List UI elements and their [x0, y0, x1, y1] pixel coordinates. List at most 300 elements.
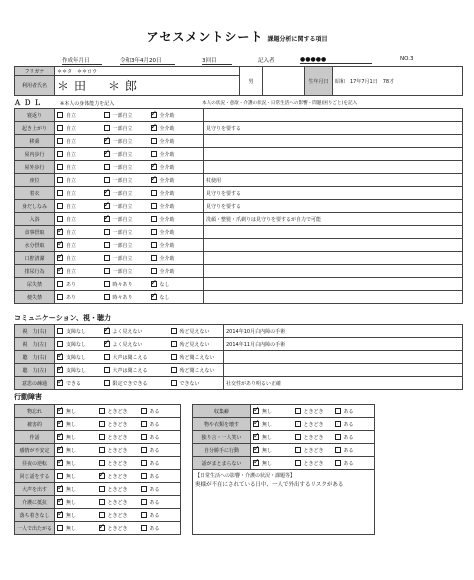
option-label: 無し [66, 512, 77, 519]
option-cell [149, 213, 204, 226]
option-label: あり [66, 294, 77, 301]
checkbox[interactable] [171, 367, 177, 373]
checkbox[interactable] [99, 421, 105, 427]
checkbox[interactable] [104, 190, 110, 196]
checkbox[interactable] [171, 328, 177, 334]
checkbox[interactable] [335, 421, 341, 427]
checkbox[interactable] [151, 164, 157, 170]
checkbox[interactable] [104, 203, 110, 209]
checkbox[interactable] [151, 294, 157, 300]
row-note: 見守りを要する [204, 122, 463, 135]
option-cell [55, 200, 102, 213]
row-label: 物忘れ [15, 405, 55, 418]
option-label: 一部自立 [112, 190, 133, 197]
spacer [181, 444, 193, 457]
checkbox[interactable] [57, 125, 63, 131]
table-row [15, 338, 463, 351]
checkbox[interactable] [57, 473, 63, 479]
checkbox[interactable] [141, 525, 147, 531]
spacer [181, 522, 193, 535]
row-note [204, 239, 463, 252]
checkbox[interactable] [99, 408, 105, 414]
checkbox[interactable] [57, 408, 63, 414]
option-cell [139, 457, 181, 470]
checkbox[interactable] [335, 447, 341, 453]
checkbox[interactable] [151, 190, 157, 196]
option-cell [102, 122, 149, 135]
subtitle-text: 課題分析に関する項目 [267, 36, 328, 43]
option-label: 自立 [66, 112, 77, 119]
option-cell [97, 444, 139, 457]
option-cell [55, 418, 97, 431]
checkbox[interactable] [57, 112, 63, 118]
table-row [15, 418, 463, 431]
option-label: 大声は聞こえる [112, 367, 148, 374]
row-label: 収集癖 [193, 405, 251, 418]
table-row [15, 161, 463, 174]
row-label: 屋外歩行 [15, 161, 55, 174]
row-note [204, 278, 463, 291]
checkbox[interactable] [151, 203, 157, 209]
behavior-table [14, 404, 463, 535]
option-label: 殆ど見えない [179, 328, 210, 335]
row-label: 食事摂取 [15, 226, 55, 239]
option-cell [149, 109, 204, 122]
row-label: 起き上がり [15, 122, 55, 135]
option-label: 無し [262, 447, 273, 454]
table-row [15, 431, 463, 444]
option-cell [333, 431, 375, 444]
option-label: 無し [66, 525, 77, 532]
checkbox[interactable] [335, 408, 341, 414]
option-label: できる [66, 380, 82, 387]
option-cell [139, 483, 181, 496]
option-cell [55, 325, 102, 338]
option-cell [97, 418, 139, 431]
row-note: 社交性があり明るい正確 [224, 377, 463, 390]
checkbox[interactable] [151, 281, 157, 287]
option-cell [251, 457, 293, 470]
checkbox[interactable] [104, 151, 110, 157]
row-note [204, 265, 463, 278]
checkbox[interactable] [104, 255, 110, 261]
checkbox[interactable] [57, 255, 63, 261]
option-cell [102, 174, 149, 187]
option-label: ときどき [107, 460, 128, 467]
option-label: ときどき [303, 460, 324, 467]
checkbox[interactable] [104, 138, 110, 144]
option-cell [333, 405, 375, 418]
checkbox[interactable] [57, 203, 63, 209]
checkbox[interactable] [99, 512, 105, 518]
option-cell [55, 364, 102, 377]
checkbox[interactable] [104, 367, 110, 373]
option-cell [97, 483, 139, 496]
name-label: 利用者氏名 [15, 76, 55, 96]
option-label: 無し [66, 460, 77, 467]
option-cell [55, 496, 97, 509]
checkbox[interactable] [104, 380, 110, 386]
table-row [15, 135, 463, 148]
option-label: 無し [66, 447, 77, 454]
checkbox[interactable] [151, 177, 157, 183]
option-cell [55, 377, 102, 390]
row-label: 尿失禁 [15, 278, 55, 291]
option-label: 全介助 [159, 203, 175, 210]
option-label: 無し [262, 408, 273, 415]
checkbox[interactable] [57, 268, 63, 274]
option-label: 無し [66, 408, 77, 415]
date-label: 作成年月日 [62, 56, 102, 65]
table-row [15, 252, 463, 265]
option-cell [55, 338, 102, 351]
row-label: 意思の疎通 [15, 377, 55, 390]
adl-table [14, 108, 463, 304]
option-cell [102, 265, 149, 278]
option-cell [293, 418, 333, 431]
option-label: 全介助 [159, 138, 175, 145]
checkbox[interactable] [295, 434, 301, 440]
checkbox[interactable] [99, 499, 105, 505]
option-label: ある [149, 447, 160, 454]
option-cell [149, 239, 204, 252]
option-label: 自立 [66, 138, 77, 145]
option-cell [169, 338, 224, 351]
option-label: ときどき [107, 421, 128, 428]
checkbox[interactable] [104, 354, 110, 360]
checkbox[interactable] [151, 138, 157, 144]
option-label: 支障なし [66, 328, 87, 335]
option-cell [149, 278, 204, 291]
option-label: ときどき [107, 447, 128, 454]
option-label: 一部自立 [112, 255, 133, 262]
table-row [15, 444, 463, 457]
table-row [15, 405, 463, 418]
spacer [181, 457, 193, 470]
option-label: ときどき [303, 447, 324, 454]
checkbox[interactable] [104, 294, 110, 300]
option-label: 時々あり [112, 281, 133, 288]
option-cell [169, 377, 224, 390]
option-label: 一部自立 [112, 203, 133, 210]
table-row [15, 213, 463, 226]
checkbox[interactable] [151, 216, 157, 222]
option-label: 自立 [66, 268, 77, 275]
checkbox[interactable] [104, 242, 110, 248]
gender-value: 男 [240, 67, 263, 96]
checkbox[interactable] [335, 434, 341, 440]
checkbox[interactable] [151, 268, 157, 274]
option-label: ときどき [107, 525, 128, 532]
option-cell [102, 377, 169, 390]
option-label: 自立 [66, 216, 77, 223]
checkbox[interactable] [57, 512, 63, 518]
option-cell [169, 351, 224, 364]
row-label: 介護に抵抗 [15, 496, 55, 509]
option-label: 自立 [66, 229, 77, 236]
checkbox[interactable] [104, 268, 110, 274]
option-label: 無し [66, 499, 77, 506]
checkbox[interactable] [57, 294, 63, 300]
option-cell [169, 364, 224, 377]
row-note [224, 364, 463, 377]
checkbox[interactable] [104, 112, 110, 118]
checkbox[interactable] [141, 434, 147, 440]
option-label: なし [159, 281, 170, 288]
checkbox[interactable] [104, 177, 110, 183]
checkbox[interactable] [57, 281, 63, 287]
table-row [15, 148, 463, 161]
option-label: ある [149, 486, 160, 493]
checkbox[interactable] [99, 486, 105, 492]
row-note [204, 226, 463, 239]
table-row [15, 351, 463, 364]
row-label: 座位 [15, 174, 55, 187]
option-label: 自立 [66, 190, 77, 197]
checkbox[interactable] [295, 460, 301, 466]
option-cell [55, 265, 102, 278]
checkbox[interactable] [57, 354, 63, 360]
checkbox[interactable] [171, 380, 177, 386]
option-cell [97, 522, 139, 535]
option-cell [102, 187, 149, 200]
option-label: 全介助 [159, 268, 175, 275]
checkbox[interactable] [141, 460, 147, 466]
checkbox[interactable] [57, 138, 63, 144]
date-value: 令和3年4月20日 [120, 56, 175, 65]
adl-right-note: 本人の状況・意欲・介護の状況・日常生活への影響・問題(困りごと)を記入 [202, 101, 358, 106]
row-label: 自分勝手に行動 [193, 444, 251, 457]
option-label: 全介助 [159, 190, 175, 197]
option-label: 自立 [66, 151, 77, 158]
checkbox[interactable] [57, 460, 63, 466]
option-cell [293, 444, 333, 457]
comm-heading: コミュニケーション、視・聴力 [14, 314, 112, 322]
checkbox[interactable] [104, 125, 110, 131]
option-cell [97, 405, 139, 418]
option-label: 全介助 [159, 112, 175, 119]
checkbox[interactable] [57, 151, 63, 157]
checkbox[interactable] [57, 164, 63, 170]
checkbox[interactable] [104, 229, 110, 235]
checkbox[interactable] [57, 328, 63, 334]
option-cell [102, 239, 149, 252]
gender-spacer [263, 67, 305, 96]
checkbox[interactable] [151, 229, 157, 235]
checkbox[interactable] [151, 242, 157, 248]
checkbox[interactable] [141, 408, 147, 414]
checkbox[interactable] [171, 354, 177, 360]
checkbox[interactable] [57, 367, 63, 373]
option-label: 全介助 [159, 255, 175, 262]
row-note [204, 148, 463, 161]
checkbox[interactable] [253, 408, 259, 414]
option-cell [149, 174, 204, 187]
checkbox[interactable] [253, 447, 259, 453]
title-text: アセスメントシート [146, 30, 264, 44]
option-label: ときどき [107, 408, 128, 415]
checkbox[interactable] [57, 242, 63, 248]
checkbox[interactable] [141, 499, 147, 505]
option-label: 支障なし [66, 367, 87, 374]
recorder-label: 記入者 [258, 58, 275, 64]
option-label: 一部自立 [112, 125, 133, 132]
checkbox[interactable] [151, 151, 157, 157]
checkbox[interactable] [99, 447, 105, 453]
option-label: 時々あり [112, 294, 133, 301]
checkbox[interactable] [141, 421, 147, 427]
row-label: 作話 [15, 431, 55, 444]
count-value: 3回目 [202, 56, 232, 65]
option-label: 限定できできる [112, 380, 148, 387]
row-label: 排尿行為 [15, 265, 55, 278]
checkbox[interactable] [57, 499, 63, 505]
checkbox[interactable] [104, 281, 110, 287]
checkbox[interactable] [99, 473, 105, 479]
spacer [181, 431, 193, 444]
option-cell [55, 457, 97, 470]
option-label: 一部自立 [112, 164, 133, 171]
option-label: ときどき [303, 421, 324, 428]
checkbox[interactable] [99, 434, 105, 440]
option-label: ときどき [303, 408, 324, 415]
row-note: 洗顔・整髪・爪剃りは見守りを要するが自力で可能 [204, 213, 463, 226]
option-label: ときどき [303, 434, 324, 441]
option-cell [139, 470, 181, 483]
table-row [15, 226, 463, 239]
option-cell [333, 444, 375, 457]
checkbox[interactable] [104, 341, 110, 347]
option-label: よく見えない [112, 328, 143, 335]
checkbox[interactable] [295, 408, 301, 414]
option-cell [97, 470, 139, 483]
checkbox[interactable] [171, 341, 177, 347]
option-label: ある [149, 512, 160, 519]
checkbox[interactable] [141, 486, 147, 492]
checkbox[interactable] [57, 216, 63, 222]
option-cell [97, 457, 139, 470]
option-cell [55, 444, 97, 457]
checkbox[interactable] [57, 447, 63, 453]
checkbox[interactable] [253, 434, 259, 440]
checkbox[interactable] [57, 421, 63, 427]
option-label: ときどき [107, 499, 128, 506]
option-cell [139, 522, 181, 535]
row-label: 感情が不安定 [15, 444, 55, 457]
checkbox[interactable] [141, 447, 147, 453]
checkbox[interactable] [295, 447, 301, 453]
birth-value: 昭和 17年7月1日 78才 [333, 67, 463, 96]
option-cell [55, 135, 102, 148]
option-label: 一部自立 [112, 177, 133, 184]
option-cell [102, 364, 169, 377]
option-cell [251, 405, 293, 418]
option-label: 支障なし [66, 354, 87, 361]
option-cell [139, 405, 181, 418]
row-note [204, 252, 463, 265]
recorder-value: ●●●●● [300, 56, 372, 64]
option-cell [97, 431, 139, 444]
checkbox[interactable] [57, 190, 63, 196]
option-cell [102, 325, 169, 338]
option-cell [333, 457, 375, 470]
option-label: ときどき [107, 434, 128, 441]
checkbox[interactable] [57, 434, 63, 440]
row-note [204, 135, 463, 148]
spacer [181, 483, 193, 496]
option-label: 自立 [66, 125, 77, 132]
table-row [15, 109, 463, 122]
row-label: 屋内歩行 [15, 148, 55, 161]
checkbox[interactable] [141, 473, 147, 479]
checkbox[interactable] [99, 525, 105, 531]
option-label: 支障なし [66, 341, 87, 348]
checkbox[interactable] [151, 112, 157, 118]
option-label: ある [343, 434, 354, 441]
checkbox[interactable] [104, 164, 110, 170]
row-label: 視 力(左) [15, 338, 55, 351]
checkbox[interactable] [57, 229, 63, 235]
option-cell [139, 509, 181, 522]
option-cell [102, 351, 169, 364]
option-cell [97, 509, 139, 522]
checkbox[interactable] [57, 341, 63, 347]
checkbox[interactable] [99, 460, 105, 466]
option-label: 自立 [66, 203, 77, 210]
option-cell [102, 338, 169, 351]
checkbox[interactable] [57, 486, 63, 492]
row-label: 聴 力(右) [15, 351, 55, 364]
option-label: 無し [66, 473, 77, 480]
checkbox[interactable] [151, 255, 157, 261]
option-label: 無し [262, 460, 273, 467]
option-cell [55, 109, 102, 122]
option-cell [149, 135, 204, 148]
checkbox[interactable] [335, 460, 341, 466]
table-row [15, 278, 463, 291]
row-label: 寝返り [15, 109, 55, 122]
row-note [204, 161, 463, 174]
checkbox[interactable] [57, 380, 63, 386]
option-cell [139, 444, 181, 457]
option-cell [102, 200, 149, 213]
option-label: 全介助 [159, 151, 175, 158]
checkbox[interactable] [151, 125, 157, 131]
option-label: 大声は聞こえる [112, 354, 148, 361]
option-label: 全介助 [159, 216, 175, 223]
row-label: 視 力(右) [15, 325, 55, 338]
row-label: 物や衣類を壊す [193, 418, 251, 431]
table-row [15, 470, 463, 483]
checkbox[interactable] [253, 460, 259, 466]
option-cell [55, 226, 102, 239]
option-cell [55, 239, 102, 252]
checkbox[interactable] [295, 421, 301, 427]
checkbox[interactable] [141, 512, 147, 518]
option-label: ある [343, 408, 354, 415]
furigana-value: ＊＊タ ＊＊ロウ [55, 67, 240, 76]
option-label: 全介助 [159, 229, 175, 236]
checkbox[interactable] [104, 216, 110, 222]
checkbox[interactable] [57, 525, 63, 531]
checkbox[interactable] [253, 421, 259, 427]
option-cell [139, 418, 181, 431]
checkbox[interactable] [57, 177, 63, 183]
row-label: 一人で出たがる [15, 522, 55, 535]
checkbox[interactable] [104, 328, 110, 334]
option-label: 一部自立 [112, 112, 133, 119]
option-cell [149, 200, 204, 213]
